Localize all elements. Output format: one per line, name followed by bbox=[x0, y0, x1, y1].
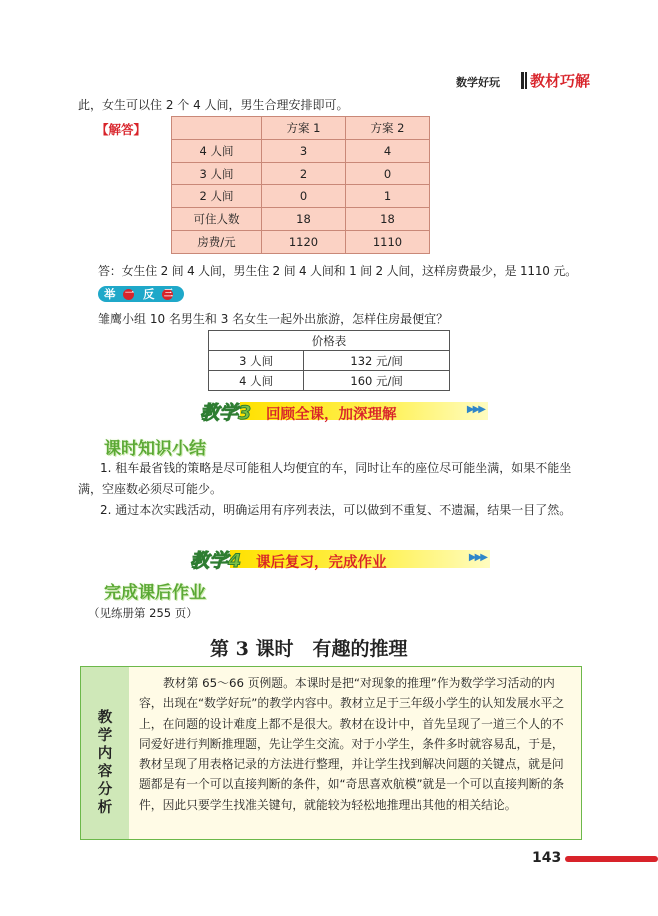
table-cell: 0 bbox=[346, 162, 430, 185]
banner-title: 回顾全课，加深理解 bbox=[266, 407, 397, 423]
table-row bbox=[209, 351, 450, 371]
plan-comparison-table bbox=[171, 116, 430, 254]
table-cell: 1110 bbox=[346, 231, 430, 254]
badge-char: 三 bbox=[164, 289, 174, 299]
price-table-title: 价格表 bbox=[209, 331, 450, 351]
table-cell: 0 bbox=[262, 185, 346, 208]
content-analysis-box bbox=[80, 666, 582, 840]
analysis-side-label: 教学内容分析 bbox=[97, 710, 113, 816]
table-cell: 18 bbox=[262, 208, 346, 231]
table-cell: 4 人间 bbox=[209, 371, 304, 391]
triple-arrow-icon: ▶▶▶ bbox=[468, 552, 486, 563]
header-book-title: 教材巧解 bbox=[530, 72, 591, 90]
summary-point-1: 1. 租车最省钱的策略是尽可能租人均便宜的车，同时让车的座位尽可能坐满，如果不能坐满，空座数必须尽可能少。 bbox=[78, 461, 572, 496]
table-cell: 1 bbox=[346, 185, 430, 208]
section-banner-4 bbox=[190, 548, 490, 570]
table-cell: 132 元/间 bbox=[304, 351, 450, 371]
triple-arrow-icon: ▶▶▶ bbox=[466, 404, 484, 415]
section-banner-3 bbox=[200, 400, 488, 422]
practice-badge bbox=[98, 286, 184, 302]
table-row bbox=[172, 162, 430, 185]
table-header-cell: 方案 1 bbox=[262, 117, 346, 140]
header-section-label: 数学好玩 bbox=[456, 76, 500, 89]
practice-question: 雏鹰小组 10 名男生和 3 名女生一起外出旅游，怎样住房最便宜？ bbox=[98, 312, 449, 326]
summary-heading: 课时知识小结 bbox=[104, 439, 206, 459]
price-table bbox=[208, 330, 450, 391]
table-cell: 可住人数 bbox=[172, 208, 262, 231]
table-cell: 3 人间 bbox=[209, 351, 304, 371]
table-row bbox=[172, 185, 430, 208]
table-row bbox=[172, 139, 430, 162]
table-row bbox=[172, 208, 430, 231]
banner-badge: 教学3 bbox=[200, 402, 252, 424]
banner-badge: 教学4 bbox=[190, 550, 242, 572]
analysis-text: 教材第 65～66 页例题。本课时是把“对现象的推理”作为数学学习活动的内容，出现在“数学好玩”的教学内容中。教材立足于三年级小学生的认知发展水平之上，在问题的设计难度上都不是很大。教材在设计中，首先呈现了一道三个人的不同爱好进行判断推理题，先让学生交流。对于小学生，条件多时就容易乱，于是，教材呈现了用表格记录的方法进行整理，并让学生找到解决问题的关键点，就是问题都是有一个可以直接判断的条件，如“奇思喜欢航模”就是一个可以直接判断的条件，因此只要学生找准关键句，就能较为轻松地推理出其他的相关结论。 bbox=[139, 676, 565, 812]
table-cell: 房费/元 bbox=[172, 231, 262, 254]
table-cell: 1120 bbox=[262, 231, 346, 254]
table-cell: 4 人间 bbox=[172, 139, 262, 162]
answer-sentence: 答：女生住 2 间 4 人间，男生住 2 间 4 人间和 1 间 2 人间，这样房费最少，是 1110 元。 bbox=[98, 264, 577, 278]
table-row bbox=[209, 371, 450, 391]
table-cell: 160 元/间 bbox=[304, 371, 450, 391]
homework-reference: （见练册第 255 页） bbox=[88, 606, 198, 620]
badge-char: 举 bbox=[104, 287, 116, 301]
table-row bbox=[172, 231, 430, 254]
table-cell: 3 人间 bbox=[172, 162, 262, 185]
table-cell: 18 bbox=[346, 208, 430, 231]
homework-heading: 完成课后作业 bbox=[104, 583, 206, 603]
table-header-cell: 方案 2 bbox=[346, 117, 430, 140]
banner-title: 课后复习，完成作业 bbox=[256, 555, 387, 571]
footer-red-bar bbox=[565, 856, 658, 862]
table-cell bbox=[172, 117, 262, 140]
header-divider bbox=[521, 72, 524, 89]
badge-char: 一 bbox=[125, 289, 135, 299]
header-divider bbox=[525, 72, 527, 89]
answer-tag: 【解答】 bbox=[96, 122, 147, 137]
summary-point-2: 2. 通过本次实践活动，明确运用有序列表法，可以做到不重复、不遗漏，结果一目了然。 bbox=[100, 503, 572, 517]
table-cell: 3 bbox=[262, 139, 346, 162]
table-cell: 2 bbox=[262, 162, 346, 185]
lesson-title: 第 3 课时 有趣的推理 bbox=[210, 638, 408, 660]
table-cell: 4 bbox=[346, 139, 430, 162]
table-cell: 2 人间 bbox=[172, 185, 262, 208]
table-header-row bbox=[172, 117, 430, 140]
page-number: 143 bbox=[532, 850, 562, 866]
badge-char: 反 bbox=[143, 287, 155, 301]
continued-text: 此，女生可以住 2 个 4 人间，男生合理安排即可。 bbox=[78, 98, 349, 112]
